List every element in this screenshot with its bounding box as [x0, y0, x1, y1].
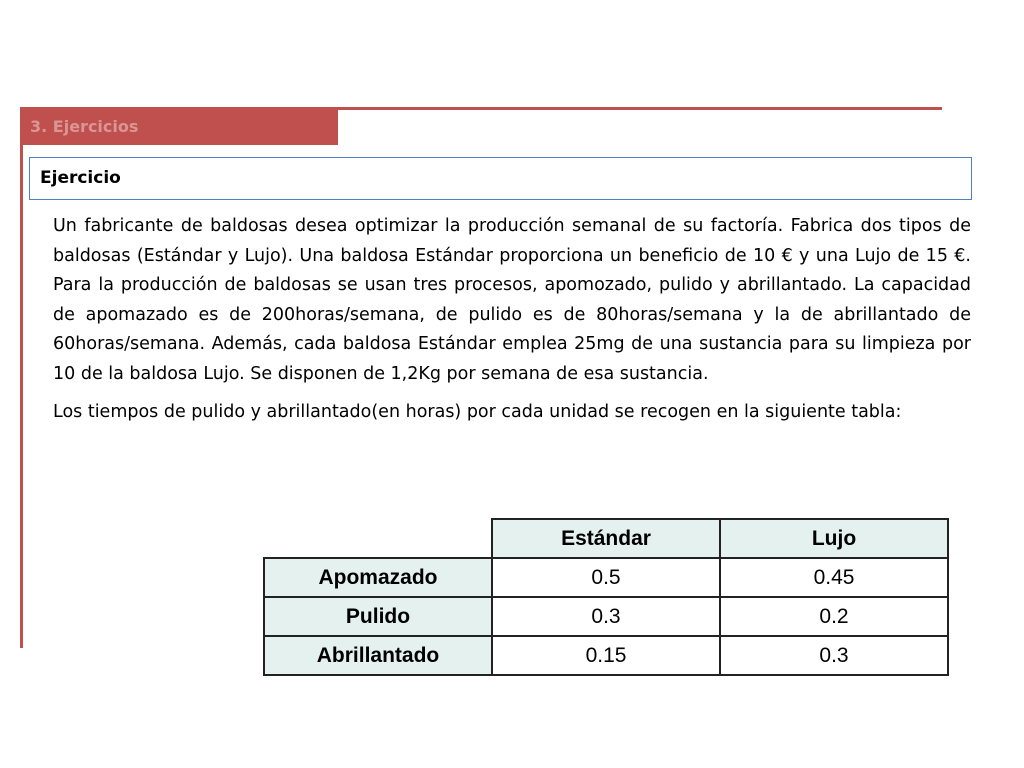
cell-apomazado-lujo: 0.45 — [720, 558, 948, 597]
times-table — [263, 518, 949, 676]
left-accent-line — [20, 107, 23, 648]
section-tab — [20, 110, 338, 145]
row-header-pulido: Pulido — [264, 597, 492, 636]
paragraph-problem: Un fabricante de baldosas desea optimizar la producción semanal de su factoría. Fabrica dos tipos de baldosas (Estándar y Lujo). Una baldosa Estándar proporciona un beneficio de 10 € y una Lujo de 15 €. Para la producción de baldosas se usan tres procesos, apomozado, pulido y abrillantado. La capacidad de apomazado es de 200horas/semana, de pulido es de 80horas/semana y la de abrillantado de 60horas/semana. Además, cada baldosa Estándar emplea 25mg de una sustancia para su limpieza por 10 de la baldosa Lujo. Se disponen de 1,2Kg por semana de esa sustancia. — [53, 216, 971, 384]
cell-abrillantado-estandar: 0.15 — [492, 636, 720, 675]
cell-pulido-lujo: 0.2 — [720, 597, 948, 636]
cell-pulido-estandar: 0.3 — [492, 597, 720, 636]
table-header-row — [264, 519, 948, 558]
table-row — [264, 558, 948, 597]
paragraph-table-intro: Los tiempos de pulido y abrillantado(en horas) por cada unidad se recogen en la siguiente tabla: — [53, 401, 902, 422]
section-tab-label: 3. Ejercicios — [30, 117, 139, 136]
col-header-estandar: Estándar — [492, 519, 720, 558]
table-row — [264, 597, 948, 636]
cell-apomazado-estandar: 0.5 — [492, 558, 720, 597]
table-corner-cell — [264, 519, 492, 558]
exercise-statement — [53, 212, 971, 435]
cell-abrillantado-lujo: 0.3 — [720, 636, 948, 675]
col-header-lujo: Lujo — [720, 519, 948, 558]
exercise-title-box — [29, 157, 972, 200]
exercise-title: Ejercicio — [40, 168, 121, 188]
row-header-abrillantado: Abrillantado — [264, 636, 492, 675]
row-header-apomazado: Apomazado — [264, 558, 492, 597]
table-row — [264, 636, 948, 675]
